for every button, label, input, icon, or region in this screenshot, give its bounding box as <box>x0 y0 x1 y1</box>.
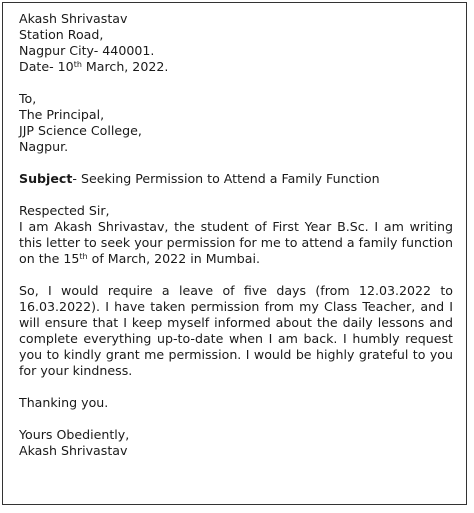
subject-text: - Seeking Permission to Attend a Family Function <box>72 171 380 186</box>
subject-label: Subject <box>19 171 73 186</box>
spacer <box>19 75 453 91</box>
sender-city: Nagpur City- 440001. <box>19 43 155 58</box>
date-superscript: th <box>73 60 82 69</box>
spacer <box>19 155 453 171</box>
recipient-city: Nagpur. <box>19 139 69 154</box>
recipient-title: The Principal, <box>19 107 105 122</box>
closing-block <box>19 427 453 459</box>
recipient-address <box>19 91 453 155</box>
sender-street: Station Road, <box>19 27 104 42</box>
date-prefix: Date- 10 <box>19 59 74 74</box>
paragraph-1-superscript: th <box>79 252 88 261</box>
spacer <box>19 267 453 283</box>
spacer <box>19 187 453 203</box>
letter-date <box>19 59 453 75</box>
salutation: Respected Sir, <box>19 203 110 218</box>
spacer <box>19 379 453 395</box>
sender-address <box>19 11 453 75</box>
signature-name: Akash Shrivastav <box>19 443 128 458</box>
recipient-college: JJP Science College, <box>19 123 142 138</box>
thanks-line: Thanking you. <box>19 395 109 410</box>
sign-off: Yours Obediently, <box>19 427 130 442</box>
body-paragraph-2: So, I would require a leave of five days (from 12.03.2022 to 16.03.2022). I have taken permission from my Class Teacher, and I will ensure that I keep myself informed about the daily lessons and complete everything up-to-date when I am back. I humbly request you to kindly grant me permission. I would be highly grateful to you for your kindness. <box>19 283 453 378</box>
letter-page <box>2 2 467 505</box>
paragraph-1-part-1: I am Akash Shrivastav, the student of First Year B.Sc. I am writing this letter to seek your permission for me to attend a family function on the 15 <box>19 219 453 266</box>
subject-line <box>19 171 453 187</box>
body-paragraph-1 <box>19 219 453 267</box>
recipient-to: To, <box>19 91 37 106</box>
date-suffix: March, 2022. <box>81 59 169 74</box>
paragraph-1-part-2: of March, 2022 in Mumbai. <box>87 251 261 266</box>
spacer <box>19 411 453 427</box>
sender-name: Akash Shrivastav <box>19 11 128 26</box>
